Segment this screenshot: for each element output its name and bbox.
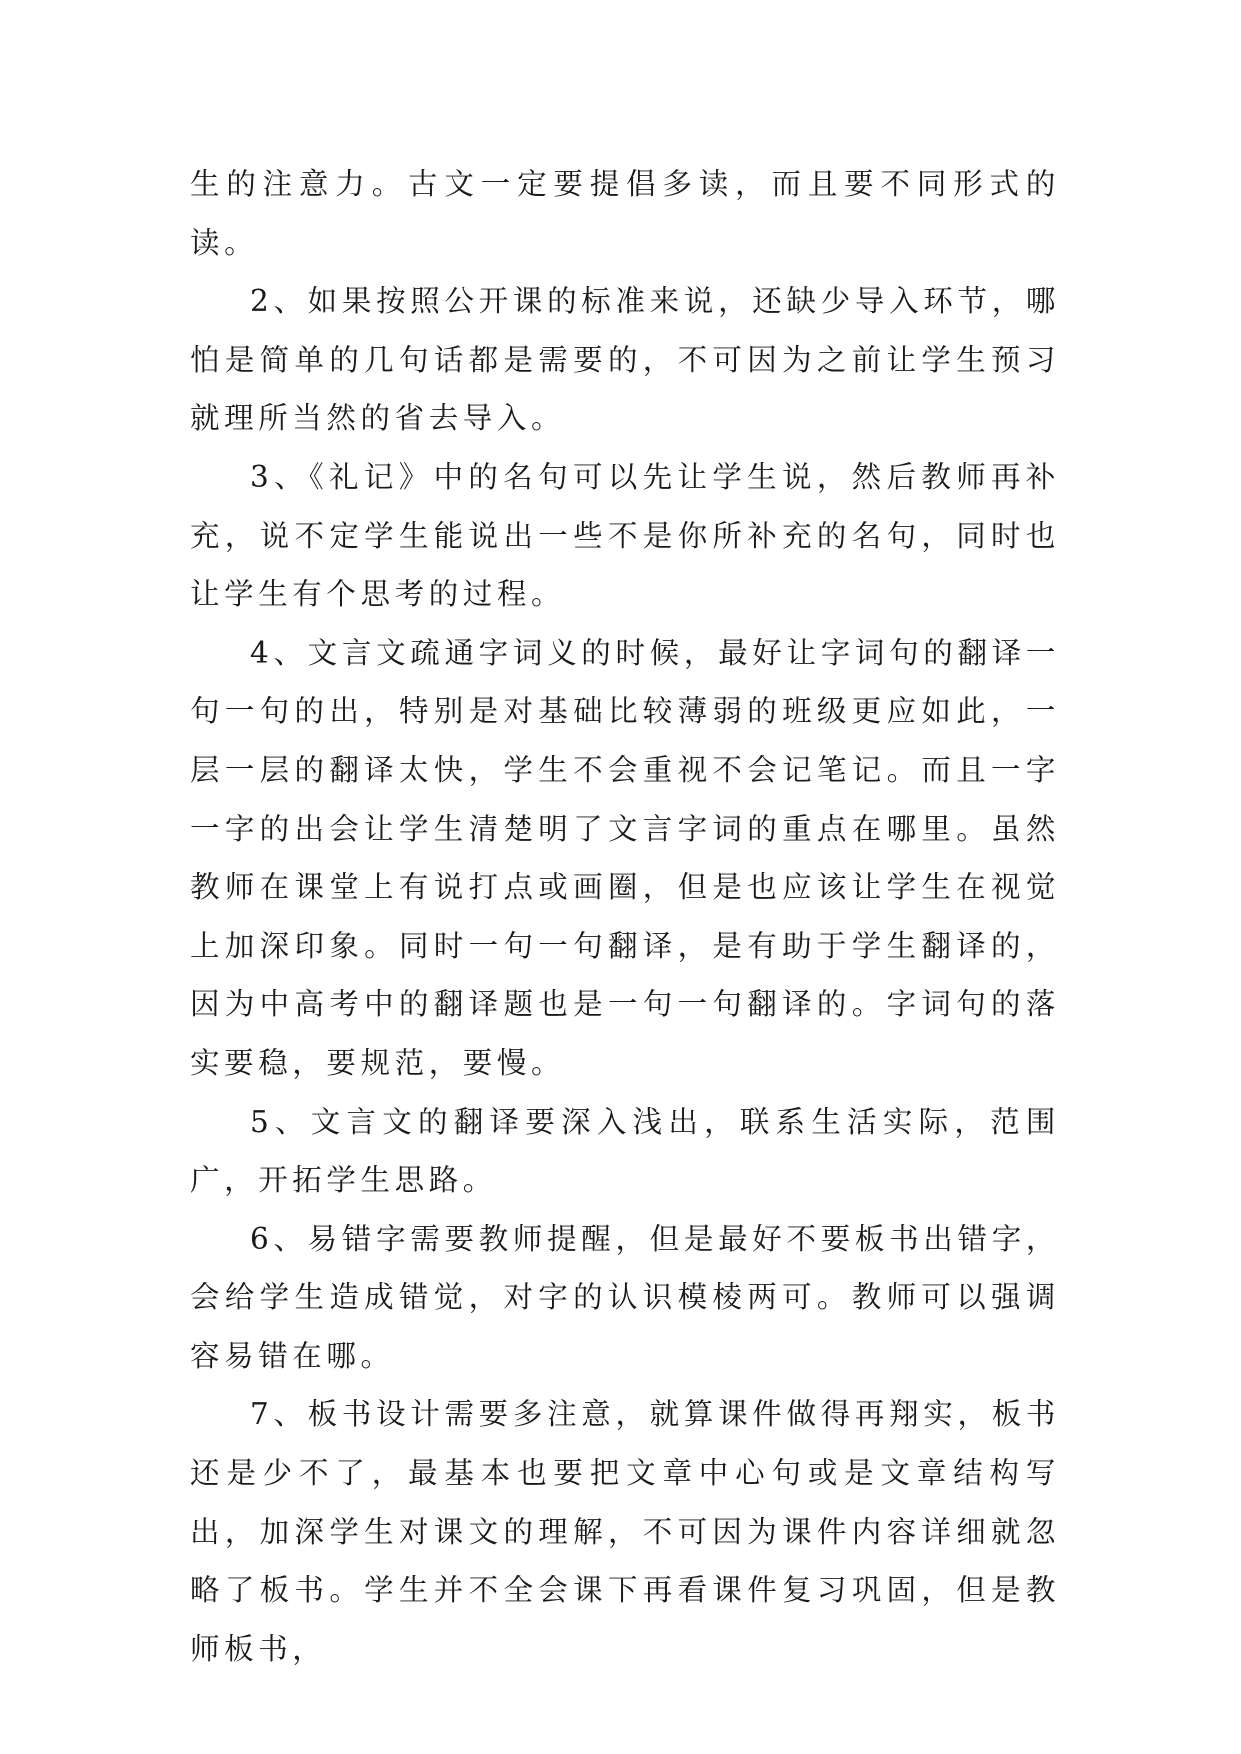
paragraph-item-7: 7、板书设计需要多注意，就算课件做得再翔实，板书还是少不了，最基本也要把文章中心句或是文章结构写出，加深学生对课文的理解，不可因为课件内容详细就忽略了板书。学生并不全会课下再看课件复习巩固，但是教师板书， (190, 1397, 1060, 1666)
paragraph-item-5: 5、文言文的翻译要深入浅出，联系生活实际，范围广，开拓学生思路。 (190, 1104, 1060, 1198)
paragraph-item-4: 4、文言文疏通字词义的时候，最好让字词句的翻译一句一句的出，特别是对基础比较薄弱的班级更应如此，一层一层的翻译太快，学生不会重视不会记笔记。而且一字一字的出会让学生清楚明了文言字词的重点在哪里。虽然教师在课堂上有说打点或画圈，但是也应该让学生在视觉上加深印象。同时一句一句翻译，是有助于学生翻译的，因为中高考中的翻译题也是一句一句翻译的。字词句的落实要稳，要规范，要慢。 (190, 635, 1060, 1080)
paragraph-item-6: 6、易错字需要教师提醒，但是最好不要板书出错字，会给学生造成错觉，对字的认识模棱两可。教师可以强调容易错在哪。 (190, 1221, 1060, 1373)
document-page (190, 155, 1060, 1678)
paragraph-item-3: 3、《礼记》中的名句可以先让学生说，然后教师再补充，说不定学生能说出一些不是你所补充的名句，同时也让学生有个思考的过程。 (190, 459, 1060, 612)
paragraph-item-2: 2、如果按照公开课的标准来说，还缺少导入环节，哪怕是简单的几句话都是需要的，不可因为之前让学生预习就理所当然的省去导入。 (190, 284, 1060, 436)
paragraph-continuation: 生的注意力。古文一定要提倡多读，而且要不同形式的读。 (190, 167, 1060, 260)
